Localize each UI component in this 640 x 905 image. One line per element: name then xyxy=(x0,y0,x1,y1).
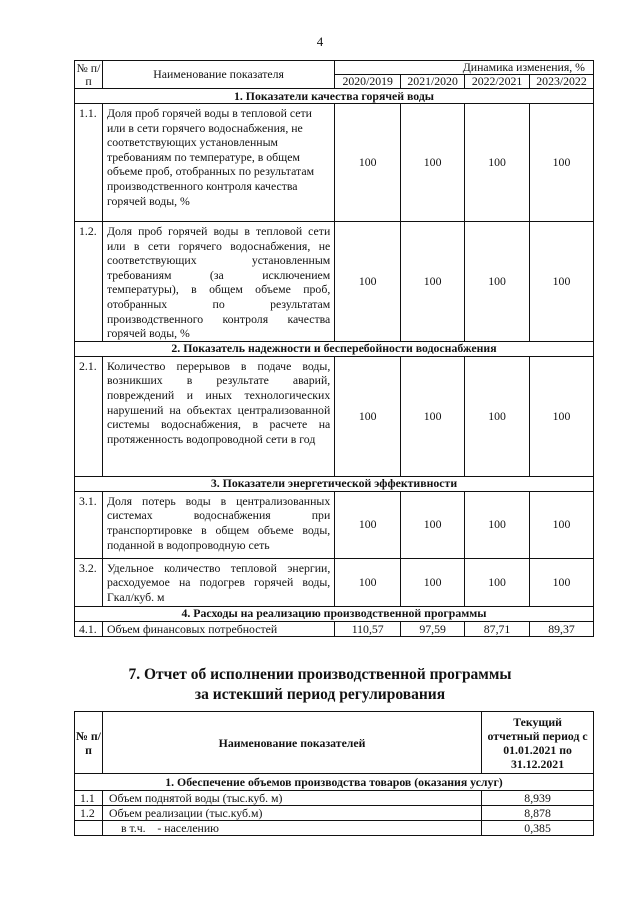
row-number: 3.1. xyxy=(75,491,103,558)
row-value: 100 xyxy=(401,558,465,606)
row-value: 0,385 xyxy=(482,821,594,836)
row-value: 100 xyxy=(530,222,594,342)
row-value: 110,57 xyxy=(335,621,401,637)
row-value: 87,71 xyxy=(465,621,530,637)
header-year-4: 2023/2022 xyxy=(530,75,594,89)
row-value: 100 xyxy=(335,222,401,342)
indicators-dynamics-table xyxy=(74,60,594,637)
header-indicator-name: Наименование показателей xyxy=(102,712,481,774)
row-indicator-name: Объем финансовых потребностей xyxy=(102,621,334,637)
row-value: 100 xyxy=(465,104,530,222)
page-number: 4 xyxy=(316,34,324,49)
header-num: № п/п xyxy=(75,712,103,774)
row-number: 1.1. xyxy=(75,104,103,222)
row-value: 89,37 xyxy=(530,621,594,637)
section-title: 1. Показатели качества горячей воды xyxy=(75,89,594,104)
header-year-3: 2022/2021 xyxy=(465,75,530,89)
row-value: 100 xyxy=(335,558,401,606)
row-indicator-name: Доля проб горячей воды в тепловой сети или в сети горячего водоснабжения, не соответствующих установленным требованиям (за исключением температуры), в общем объеме проб, отобранных по результатам производственного контроля качества горячей воды, % xyxy=(102,222,334,342)
row-indicator-name: Удельное количество тепловой энергии, расходуемое на подогрев горячей воды, Гкал/куб. м xyxy=(102,558,334,606)
row-value: 100 xyxy=(465,356,530,476)
row-indicator-name: Объем реализации (тыс.куб.м) xyxy=(102,806,481,821)
row-value: 100 xyxy=(401,356,465,476)
header-year-2: 2021/2020 xyxy=(401,75,465,89)
row-value: 100 xyxy=(335,356,401,476)
row-value: 8,939 xyxy=(482,791,594,806)
row-value: 100 xyxy=(465,222,530,342)
row-number: 1.2. xyxy=(75,222,103,342)
program-report-table xyxy=(74,711,594,836)
row-number: 4.1. xyxy=(75,621,103,637)
row-value: 100 xyxy=(401,222,465,342)
row-value: 100 xyxy=(401,491,465,558)
section-title: 1. Обеспечение объемов производства товаров (оказания услуг) xyxy=(75,774,594,791)
row-value: 100 xyxy=(530,104,594,222)
row-indicator-name: Доля потерь воды в централизованных системах водоснабжения при транспортировке в общем объеме воды, поданной в водопроводную сеть xyxy=(102,491,334,558)
row-number: 1.1 xyxy=(75,791,103,806)
row-value: 100 xyxy=(465,491,530,558)
row-indicator-name: Количество перерывов в подаче воды, возникших в результате аварий, повреждений и иных технологических нарушений на объектах централизованной системы водоснабжения, в расчете на протяженность водопроводной сети в год xyxy=(102,356,334,476)
header-num: № п/п xyxy=(75,61,103,89)
row-number: 2.1. xyxy=(75,356,103,476)
row-number: 1.2 xyxy=(75,806,103,821)
row-value: 100 xyxy=(530,491,594,558)
section-title: 3. Показатели энергетической эффективности xyxy=(75,476,594,491)
section-7-title-line-1: 7. Отчет об исполнении производственной программы xyxy=(128,666,512,683)
row-value: 100 xyxy=(465,558,530,606)
row-value: 100 xyxy=(530,558,594,606)
row-value: 100 xyxy=(335,104,401,222)
header-period: Текущий отчетный период с 01.01.2021 по 31.12.2021 xyxy=(482,712,594,774)
row-value: 100 xyxy=(530,356,594,476)
section-title: 4. Расходы на реализацию производственной программы xyxy=(75,606,594,621)
section-7-title xyxy=(0,665,640,705)
row-value: 8,878 xyxy=(482,806,594,821)
header-indicator-name: Наименование показателя xyxy=(102,61,334,89)
row-value: 100 xyxy=(401,104,465,222)
row-indicator-name: Доля проб горячей воды в тепловой сети или в сети горячего водоснабжения, не соответствующих установленным требованиям по температуре, в общем объеме проб, отобранных по результатам производственного контроля качества горячей воды, % xyxy=(102,104,334,222)
row-number xyxy=(75,821,103,836)
section-title: 2. Показатель надежности и бесперебойности водоснабжения xyxy=(75,341,594,356)
row-indicator-name: Объем поднятой воды (тыс.куб. м) xyxy=(102,791,481,806)
header-dynamics: Динамика изменения, % xyxy=(335,61,594,75)
section-7-title-line-2: за истекший период регулирования xyxy=(194,686,446,703)
header-year-1: 2020/2019 xyxy=(335,75,401,89)
row-value: 100 xyxy=(335,491,401,558)
row-number: 3.2. xyxy=(75,558,103,606)
row-value: 97,59 xyxy=(401,621,465,637)
row-indicator-name: в т.ч. - населению xyxy=(102,821,481,836)
